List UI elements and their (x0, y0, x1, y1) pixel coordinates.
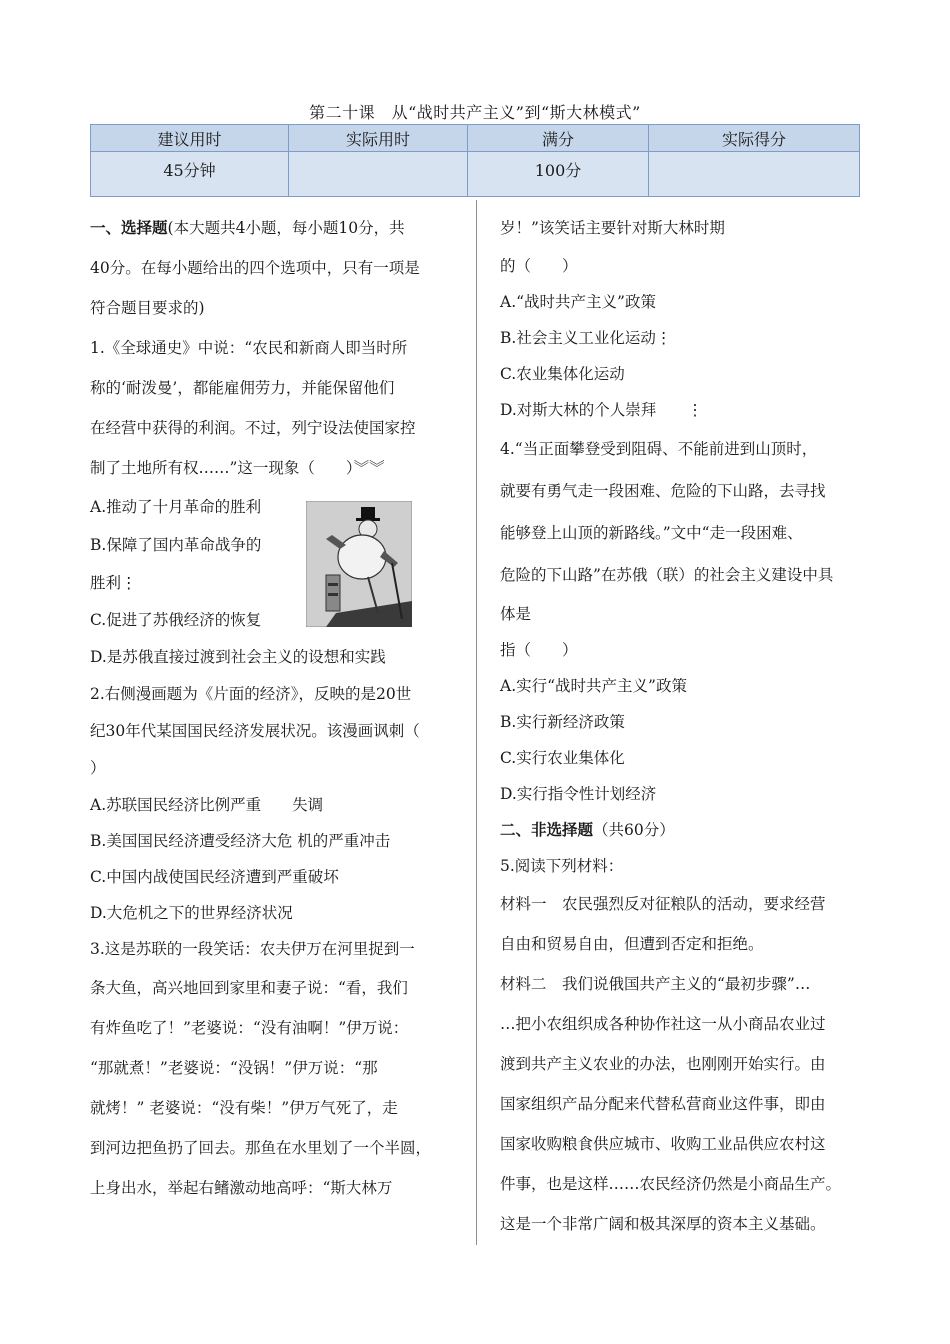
q2-stem-line-3: ） (90, 759, 106, 777)
q2-stem-line-1: 2.右侧漫画题为《片面的经济》，反映的是20世 (90, 685, 412, 703)
q1-stem-line-3: 在经营中获得的利润。不过，列宁设法使国家控 (90, 419, 416, 437)
q3-stem-line-8: 岁！”该笑话主要针对斯大林时期 (500, 219, 725, 237)
cartoon-top-hat (361, 507, 375, 519)
header-actual-score: 实际得分 (649, 125, 860, 152)
q4-stem-line-1: 4.“当正面攀登受到阻碍、不能前进到山顶时， (500, 440, 818, 458)
material1-line-2: 自由和贸易自由，但遭到否定和拒绝。 (500, 935, 764, 953)
q4-stem-line-3: 能够登上山顶的新路线。”文中“走一段困难、 (500, 524, 803, 542)
q3-stem-line-6: 到河边把鱼扔了回去。那鱼在水里划了一个半圆， (90, 1139, 432, 1157)
q5-stem: 5.阅读下列材料： (500, 857, 624, 875)
section1-intro-line-1 (90, 208, 460, 248)
q3-option-d: D.对斯大林的个人崇拜 ⋮ (500, 401, 703, 419)
q1-stem-line-2: 称的‘耐泼曼’，都能雇佣劳力，并能保留他们 (90, 379, 395, 397)
q3-stem-line-4: “那就煮！”老婆说：“没锅！”伊万说：“那 (90, 1059, 378, 1077)
q1-stem-line-1: 1.《全球通史》中说：“农民和新商人即当时所 (90, 339, 408, 357)
q4-option-c: C.实行农业集体化 (500, 749, 625, 767)
q3-stem-line-1: 3.这是苏联的一段笑话：农夫伊万在河里捉到一 (90, 940, 415, 958)
cartoon-image (306, 501, 412, 627)
q2-option-c: C.中国内战使国民经济遭到严重破坏 (90, 868, 339, 886)
q4-stem-line-5: 体是 (500, 605, 532, 623)
q4-stem-line-4: 危险的下山路”在苏俄（联）的社会主义建设中具 (500, 566, 834, 584)
q3-option-a: A.“战时共产主义”政策 (500, 293, 656, 311)
value-full-score: 100分 (468, 152, 649, 197)
q4-option-a: A.实行“战时共产主义”政策 (500, 677, 687, 695)
q3-stem-line-2: 条大鱼，高兴地回到家里和妻子说：“看，我们 (90, 979, 408, 997)
q4-option-d: D.实行指令性计划经济 (500, 785, 657, 803)
time-score-table (90, 124, 860, 197)
q3-option-b: B.社会主义工业化运动⋮ (500, 329, 672, 347)
material2-line-6: 件事，也是这样……农民经济仍然是小商品生产。 (500, 1175, 842, 1193)
q2-option-a: A.苏联国民经济比例严重 失调 (90, 796, 324, 814)
table-value-row (91, 152, 860, 197)
q1-stem-line-4: 制了土地所有权……”这一现象（ ）︾︾ (90, 459, 385, 477)
material2-line-3: 渡到共产主义农业的办法，也刚刚开始实行。由 (500, 1055, 826, 1073)
header-full-score: 满分 (468, 125, 649, 152)
section1-note: (本大题共4小题，每小题10分，共 (167, 219, 405, 237)
q3-stem-line-9: 的（ ） (500, 257, 578, 275)
q1-option-c: C.促进了苏俄经济的恢复 (90, 611, 262, 629)
q1-option-a: A.推动了十月革命的胜利 (90, 498, 262, 516)
cartoon-leg-band-1 (328, 583, 338, 586)
q4-option-b: B.实行新经济政策 (500, 713, 625, 731)
value-actual-score (649, 152, 860, 197)
section1-note-line-3: 符合题目要求的) (90, 299, 205, 317)
value-suggested-time: 45分钟 (91, 152, 289, 197)
section2-note: （共60分） (593, 821, 675, 839)
column-divider (476, 200, 477, 1245)
q4-stem-line-6: 指（ ） (500, 641, 578, 659)
q1-option-b: B.保障了国内革命战争的 (90, 536, 262, 554)
q3-option-c: C.农业集体化运动 (500, 365, 625, 383)
cartoon-leg-band-2 (328, 593, 338, 596)
section2-title-line (500, 812, 880, 848)
q3-stem-line-3: 有炸鱼吃了！”老婆说：“没有油啊！”伊万说： (90, 1019, 409, 1037)
material1-line-1: 材料一 农民强烈反对征粮队的活动，要求经营 (500, 895, 826, 913)
section2-heading: 二、非选择题 (500, 820, 594, 839)
q1-option-d: D.是苏俄直接过渡到社会主义的设想和实践 (90, 648, 386, 666)
value-actual-time (289, 152, 468, 197)
material2-line-7: 这是一个非常广阔和极其深厚的资本主义基础。 (500, 1215, 826, 1233)
material2-line-1: 材料二 我们说俄国共产主义的“最初步骤”… (500, 975, 811, 993)
material2-line-2: …把小农组织成各种协作社这一从小商品农业过 (500, 1015, 826, 1033)
q1-option-b-cont: 胜利⋮ (90, 574, 137, 592)
q2-stem-line-2: 纪30年代某国国民经济发展状况。该漫画讽刺（ (90, 722, 420, 740)
left-column (90, 208, 460, 1208)
right-column (500, 208, 880, 1244)
material2-line-5: 国家收购粮食供应城市、收购工业品供应农村这 (500, 1135, 826, 1153)
material2-line-4: 国家组织产品分配来代替私营商业这件事，即由 (500, 1095, 826, 1113)
header-suggested-time: 建议用时 (91, 125, 289, 152)
q3-stem-line-5: 就烤！” 老婆说：“没有柴！”伊万气死了，走 (90, 1099, 398, 1117)
page-title: 第二十课 从“战时共产主义”到“斯大林模式” (309, 103, 641, 122)
section1-note-line-2: 40分。在每小题给出的四个选项中，只有一项是 (90, 259, 420, 277)
q2-option-b: B.美国国民经济遭受经济大危 机的严重冲击 (90, 832, 391, 850)
cartoon-body (338, 535, 386, 579)
q3-stem-line-7: 上身出水，举起右鳍激动地高呼：“斯大林万 (90, 1179, 393, 1197)
section1-heading: 一、选择题 (90, 218, 168, 237)
q4-stem-line-2: 就要有勇气走一段困难、危险的下山路，去寻找 (500, 482, 826, 500)
table-header-row (91, 125, 860, 152)
header-actual-time: 实际用时 (289, 125, 468, 152)
q2-option-d: D.大危机之下的世界经济状况 (90, 904, 293, 922)
